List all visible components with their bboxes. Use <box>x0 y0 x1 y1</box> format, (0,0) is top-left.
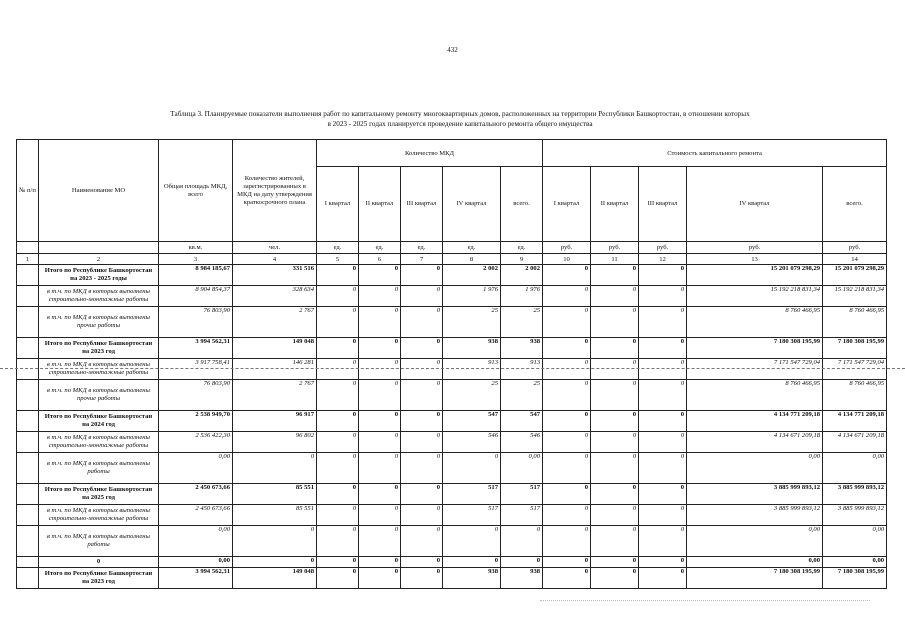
col-number: 11 <box>591 254 639 265</box>
value-cell-q1: 0 <box>317 307 359 338</box>
value-cell-c2: 0 <box>591 453 639 484</box>
value-cell-c2: 0 <box>591 557 639 568</box>
row-number-cell <box>17 484 39 505</box>
page-number: 432 <box>447 46 458 54</box>
row-name-cell: в т.ч. по МКД в которых выполнены строительно-монтажные работы <box>39 432 159 453</box>
row-number-cell <box>17 380 39 411</box>
col-number: 6 <box>359 254 401 265</box>
header-mkd-group: Количество МКД <box>317 140 543 167</box>
value-cell-q2: 0 <box>359 557 401 568</box>
value-cell-ctot: 0,00 <box>823 526 887 557</box>
table-row <box>17 265 887 286</box>
value-cell-c3: 0 <box>639 526 687 557</box>
value-cell-tot: 547 <box>501 411 543 432</box>
value-cell-c3: 0 <box>639 484 687 505</box>
value-cell-res: 0 <box>233 557 317 568</box>
value-cell-tot: 0,00 <box>501 453 543 484</box>
value-cell-c1: 0 <box>543 307 591 338</box>
value-cell-q3: 0 <box>401 505 443 526</box>
scan-specks <box>540 600 870 601</box>
row-name-cell: в т.ч. по МКД в которых выполнены строительно-монтажные работы <box>39 359 159 380</box>
value-cell-q4: 913 <box>443 359 501 380</box>
value-cell-q2: 0 <box>359 432 401 453</box>
value-cell-c3: 0 <box>639 568 687 589</box>
value-cell-q4: 1 976 <box>443 286 501 307</box>
value-cell-area: 2 450 673,66 <box>159 505 233 526</box>
value-cell-res: 331 516 <box>233 265 317 286</box>
value-cell-c4: 7 171 547 729,04 <box>687 359 823 380</box>
value-cell-q3: 0 <box>401 359 443 380</box>
header-mkd-q4: IV квартал <box>443 167 501 242</box>
value-cell-c1: 0 <box>543 432 591 453</box>
table-row <box>17 286 887 307</box>
row-number-cell <box>17 338 39 359</box>
value-cell-q4: 547 <box>443 411 501 432</box>
unit-cell: ед. <box>443 242 501 254</box>
value-cell-c2: 0 <box>591 432 639 453</box>
scan-dashed-line <box>0 368 905 369</box>
unit-cell: руб. <box>639 242 687 254</box>
value-cell-c2: 0 <box>591 526 639 557</box>
header-cost-q1: I квартал <box>543 167 591 242</box>
value-cell-q4: 0 <box>443 526 501 557</box>
value-cell-q1: 0 <box>317 568 359 589</box>
value-cell-ctot: 3 885 999 893,12 <box>823 505 887 526</box>
value-cell-c1: 0 <box>543 380 591 411</box>
value-cell-q2: 0 <box>359 484 401 505</box>
value-cell-tot: 913 <box>501 359 543 380</box>
value-cell-tot: 0 <box>501 526 543 557</box>
value-cell-c4: 0,00 <box>687 453 823 484</box>
value-cell-c3: 0 <box>639 453 687 484</box>
header-cost-q2: II квартал <box>591 167 639 242</box>
units-row <box>17 242 887 254</box>
value-cell-q3: 0 <box>401 307 443 338</box>
value-cell-q1: 0 <box>317 265 359 286</box>
row-number-cell <box>17 453 39 484</box>
unit-cell: кв.м. <box>159 242 233 254</box>
table-row <box>17 380 887 411</box>
row-name-cell: в т.ч. по МКД в которых выполнены прочие работы <box>39 307 159 338</box>
value-cell-area: 3 994 562,31 <box>159 338 233 359</box>
header-residents: Количество жителей, зарегистрированных в МКД на дату утверждения краткосрочного плана <box>233 140 317 242</box>
value-cell-q2: 0 <box>359 411 401 432</box>
value-cell-c4: 3 885 999 893,12 <box>687 484 823 505</box>
value-cell-ctot: 0,00 <box>823 453 887 484</box>
value-cell-q2: 0 <box>359 526 401 557</box>
row-number-cell <box>17 505 39 526</box>
unit-cell <box>17 242 39 254</box>
value-cell-q3: 0 <box>401 380 443 411</box>
value-cell-c2: 0 <box>591 359 639 380</box>
col-number: 14 <box>823 254 887 265</box>
value-cell-ctot: 15 201 079 298,29 <box>823 265 887 286</box>
caption-line-1: Таблица 3. Планируемые показатели выполнения работ по капитальному ремонту многоквартирных домов, расположенных на территории Республики Башкортостан, в отношении которых <box>170 110 750 118</box>
header-cost-q3: III квартал <box>639 167 687 242</box>
value-cell-ctot: 7 180 308 195,99 <box>823 338 887 359</box>
value-cell-c3: 0 <box>639 265 687 286</box>
col-number: 12 <box>639 254 687 265</box>
value-cell-q1: 0 <box>317 359 359 380</box>
value-cell-c1: 0 <box>543 453 591 484</box>
col-number: 7 <box>401 254 443 265</box>
header-area: Общая площадь МКД, всего <box>159 140 233 242</box>
value-cell-q3: 0 <box>401 286 443 307</box>
value-cell-c3: 0 <box>639 505 687 526</box>
value-cell-area: 2 450 673,66 <box>159 484 233 505</box>
col-number: 4 <box>233 254 317 265</box>
value-cell-tot: 517 <box>501 484 543 505</box>
caption-line-2: в 2023 - 2025 годах планируется проведение капитального ремонта общего имущества <box>327 119 593 128</box>
value-cell-q3: 0 <box>401 338 443 359</box>
value-cell-q2: 0 <box>359 380 401 411</box>
row-number-cell <box>17 557 39 568</box>
unit-cell: руб. <box>823 242 887 254</box>
value-cell-q4: 938 <box>443 338 501 359</box>
unit-cell <box>39 242 159 254</box>
value-cell-area: 0,00 <box>159 526 233 557</box>
table-row <box>17 411 887 432</box>
value-cell-ctot: 7 180 308 195,99 <box>823 568 887 589</box>
value-cell-res: 2 767 <box>233 380 317 411</box>
header-mkd-q3: III квартал <box>401 167 443 242</box>
value-cell-c2: 0 <box>591 265 639 286</box>
unit-cell: ед. <box>317 242 359 254</box>
value-cell-ctot: 8 760 466,95 <box>823 307 887 338</box>
value-cell-c4: 8 760 466,95 <box>687 307 823 338</box>
value-cell-tot: 938 <box>501 338 543 359</box>
row-name-cell: в т.ч. по МКД в которых выполнены строительно-монтажные работы <box>39 505 159 526</box>
value-cell-area: 3 994 562,31 <box>159 568 233 589</box>
value-cell-area: 8 984 185,67 <box>159 265 233 286</box>
col-number: 1 <box>17 254 39 265</box>
unit-cell: руб. <box>687 242 823 254</box>
col-number: 9 <box>501 254 543 265</box>
header-mkd-q2: II квартал <box>359 167 401 242</box>
value-cell-q3: 0 <box>401 568 443 589</box>
value-cell-res: 96 917 <box>233 411 317 432</box>
value-cell-c2: 0 <box>591 380 639 411</box>
value-cell-q2: 0 <box>359 359 401 380</box>
value-cell-q2: 0 <box>359 265 401 286</box>
col-number: 2 <box>39 254 159 265</box>
table-row <box>17 359 887 380</box>
row-name-cell: Итого по Республике Башкортостан на 2025 год <box>39 484 159 505</box>
table-row <box>17 432 887 453</box>
value-cell-tot: 2 002 <box>501 265 543 286</box>
value-cell-res: 149 048 <box>233 338 317 359</box>
value-cell-c4: 15 192 218 831,34 <box>687 286 823 307</box>
value-cell-c3: 0 <box>639 557 687 568</box>
value-cell-ctot: 15 192 218 831,34 <box>823 286 887 307</box>
row-number-cell <box>17 265 39 286</box>
value-cell-c1: 0 <box>543 557 591 568</box>
unit-cell: ед. <box>501 242 543 254</box>
row-number-cell <box>17 526 39 557</box>
header-no: № п/п <box>17 140 39 242</box>
row-name-cell: 0 <box>39 557 159 568</box>
value-cell-c2: 0 <box>591 568 639 589</box>
value-cell-ctot: 7 171 547 729,04 <box>823 359 887 380</box>
value-cell-q3: 0 <box>401 557 443 568</box>
value-cell-c1: 0 <box>543 338 591 359</box>
value-cell-res: 149 048 <box>233 568 317 589</box>
value-cell-res: 146 281 <box>233 359 317 380</box>
value-cell-c4: 4 134 671 209,18 <box>687 432 823 453</box>
header-mkd-total: всего. <box>501 167 543 242</box>
value-cell-q1: 0 <box>317 557 359 568</box>
capital-repair-table <box>16 139 887 589</box>
value-cell-tot: 0 <box>501 557 543 568</box>
unit-cell: руб. <box>591 242 639 254</box>
value-cell-res: 328 634 <box>233 286 317 307</box>
value-cell-q1: 0 <box>317 286 359 307</box>
value-cell-ctot: 4 134 771 209,18 <box>823 411 887 432</box>
value-cell-res: 96 802 <box>233 432 317 453</box>
value-cell-tot: 1 976 <box>501 286 543 307</box>
row-name-cell: Итого по Республике Башкортостан на 2023 год <box>39 338 159 359</box>
value-cell-q1: 0 <box>317 505 359 526</box>
table-row <box>17 526 887 557</box>
value-cell-q2: 0 <box>359 453 401 484</box>
unit-cell: ед. <box>359 242 401 254</box>
value-cell-res: 0 <box>233 453 317 484</box>
row-name-cell: Итого по Республике Башкортостан на 2023 - 2025 годы <box>39 265 159 286</box>
value-cell-q2: 0 <box>359 505 401 526</box>
header-mkd-q1: I квартал <box>317 167 359 242</box>
row-name-cell: Итого по Республике Башкортостан на 2024 год <box>39 411 159 432</box>
value-cell-c4: 15 201 079 298,29 <box>687 265 823 286</box>
value-cell-q1: 0 <box>317 432 359 453</box>
value-cell-tot: 517 <box>501 505 543 526</box>
value-cell-res: 2 767 <box>233 307 317 338</box>
value-cell-area: 0,00 <box>159 453 233 484</box>
row-name-cell: в т.ч. по МКД в которых выполнены работы <box>39 453 159 484</box>
row-name-cell: в т.ч. по МКД в которых выполнены прочие работы <box>39 380 159 411</box>
row-number-cell <box>17 432 39 453</box>
value-cell-q4: 0 <box>443 557 501 568</box>
value-cell-c3: 0 <box>639 432 687 453</box>
value-cell-c1: 0 <box>543 265 591 286</box>
value-cell-q1: 0 <box>317 453 359 484</box>
table-caption <box>40 110 880 129</box>
value-cell-c4: 4 134 771 209,18 <box>687 411 823 432</box>
value-cell-q4: 546 <box>443 432 501 453</box>
value-cell-c3: 0 <box>639 359 687 380</box>
value-cell-c3: 0 <box>639 411 687 432</box>
column-numbers-row <box>17 254 887 265</box>
value-cell-area: 0,00 <box>159 557 233 568</box>
value-cell-q3: 0 <box>401 526 443 557</box>
value-cell-tot: 25 <box>501 307 543 338</box>
value-cell-res: 0 <box>233 526 317 557</box>
value-cell-c1: 0 <box>543 411 591 432</box>
value-cell-q3: 0 <box>401 484 443 505</box>
value-cell-q4: 25 <box>443 307 501 338</box>
value-cell-res: 85 551 <box>233 505 317 526</box>
header-name: Наименование МО <box>39 140 159 242</box>
value-cell-q4: 938 <box>443 568 501 589</box>
value-cell-c2: 0 <box>591 338 639 359</box>
value-cell-c4: 8 760 466,95 <box>687 380 823 411</box>
table-body <box>17 265 887 589</box>
value-cell-c4: 7 180 308 195,99 <box>687 568 823 589</box>
value-cell-area: 76 803,90 <box>159 380 233 411</box>
row-number-cell <box>17 359 39 380</box>
col-number: 10 <box>543 254 591 265</box>
col-number: 8 <box>443 254 501 265</box>
value-cell-ctot: 3 885 999 893,12 <box>823 484 887 505</box>
value-cell-c2: 0 <box>591 286 639 307</box>
value-cell-c2: 0 <box>591 505 639 526</box>
table-row <box>17 338 887 359</box>
value-cell-c1: 0 <box>543 359 591 380</box>
value-cell-c3: 0 <box>639 380 687 411</box>
value-cell-c1: 0 <box>543 484 591 505</box>
unit-cell: руб. <box>543 242 591 254</box>
row-number-cell <box>17 286 39 307</box>
value-cell-area: 2 538 949,70 <box>159 411 233 432</box>
table-row <box>17 568 887 589</box>
table-row <box>17 484 887 505</box>
value-cell-q2: 0 <box>359 286 401 307</box>
value-cell-tot: 25 <box>501 380 543 411</box>
value-cell-q2: 0 <box>359 307 401 338</box>
value-cell-q1: 0 <box>317 484 359 505</box>
row-number-cell <box>17 411 39 432</box>
row-number-cell <box>17 568 39 589</box>
value-cell-q1: 0 <box>317 380 359 411</box>
table-row <box>17 307 887 338</box>
value-cell-c3: 0 <box>639 286 687 307</box>
value-cell-q1: 0 <box>317 338 359 359</box>
value-cell-c1: 0 <box>543 505 591 526</box>
value-cell-c1: 0 <box>543 568 591 589</box>
value-cell-tot: 938 <box>501 568 543 589</box>
value-cell-area: 76 803,90 <box>159 307 233 338</box>
value-cell-q3: 0 <box>401 453 443 484</box>
value-cell-q4: 25 <box>443 380 501 411</box>
value-cell-c3: 0 <box>639 338 687 359</box>
value-cell-c2: 0 <box>591 307 639 338</box>
row-name-cell: в т.ч. по МКД в которых выполнены работы <box>39 526 159 557</box>
value-cell-ctot: 8 760 466,95 <box>823 380 887 411</box>
unit-cell: чел. <box>233 242 317 254</box>
value-cell-res: 85 551 <box>233 484 317 505</box>
value-cell-c4: 7 180 308 195,99 <box>687 338 823 359</box>
value-cell-q3: 0 <box>401 432 443 453</box>
value-cell-c1: 0 <box>543 526 591 557</box>
value-cell-q4: 517 <box>443 505 501 526</box>
value-cell-c4: 0,00 <box>687 526 823 557</box>
header-cost-total: всего. <box>823 167 887 242</box>
row-number-cell <box>17 307 39 338</box>
value-cell-c4: 3 885 999 893,12 <box>687 505 823 526</box>
row-name-cell: Итого по Республике Башкортостан на 2023 год <box>39 568 159 589</box>
value-cell-ctot: 4 134 671 209,18 <box>823 432 887 453</box>
col-number: 3 <box>159 254 233 265</box>
col-number: 5 <box>317 254 359 265</box>
header-cost-group: Стоимость капитального ремонта <box>543 140 887 167</box>
value-cell-c1: 0 <box>543 286 591 307</box>
value-cell-q4: 2 002 <box>443 265 501 286</box>
table-row <box>17 557 887 568</box>
value-cell-c2: 0 <box>591 411 639 432</box>
header-cost-q4: IV квартал <box>687 167 823 242</box>
value-cell-c2: 0 <box>591 484 639 505</box>
value-cell-q3: 0 <box>401 265 443 286</box>
value-cell-area: 3 917 758,41 <box>159 359 233 380</box>
value-cell-area: 8 904 854,37 <box>159 286 233 307</box>
table-row <box>17 505 887 526</box>
value-cell-q1: 0 <box>317 411 359 432</box>
value-cell-q2: 0 <box>359 568 401 589</box>
value-cell-q2: 0 <box>359 338 401 359</box>
value-cell-q3: 0 <box>401 411 443 432</box>
value-cell-ctot: 0,00 <box>823 557 887 568</box>
value-cell-c4: 0,00 <box>687 557 823 568</box>
value-cell-q4: 0 <box>443 453 501 484</box>
row-name-cell: в т.ч. по МКД в которых выполнены строительно-монтажные работы <box>39 286 159 307</box>
value-cell-q1: 0 <box>317 526 359 557</box>
table-row <box>17 453 887 484</box>
col-number: 13 <box>687 254 823 265</box>
unit-cell: ед. <box>401 242 443 254</box>
value-cell-c3: 0 <box>639 307 687 338</box>
value-cell-tot: 546 <box>501 432 543 453</box>
value-cell-q4: 517 <box>443 484 501 505</box>
value-cell-area: 2 536 422,30 <box>159 432 233 453</box>
